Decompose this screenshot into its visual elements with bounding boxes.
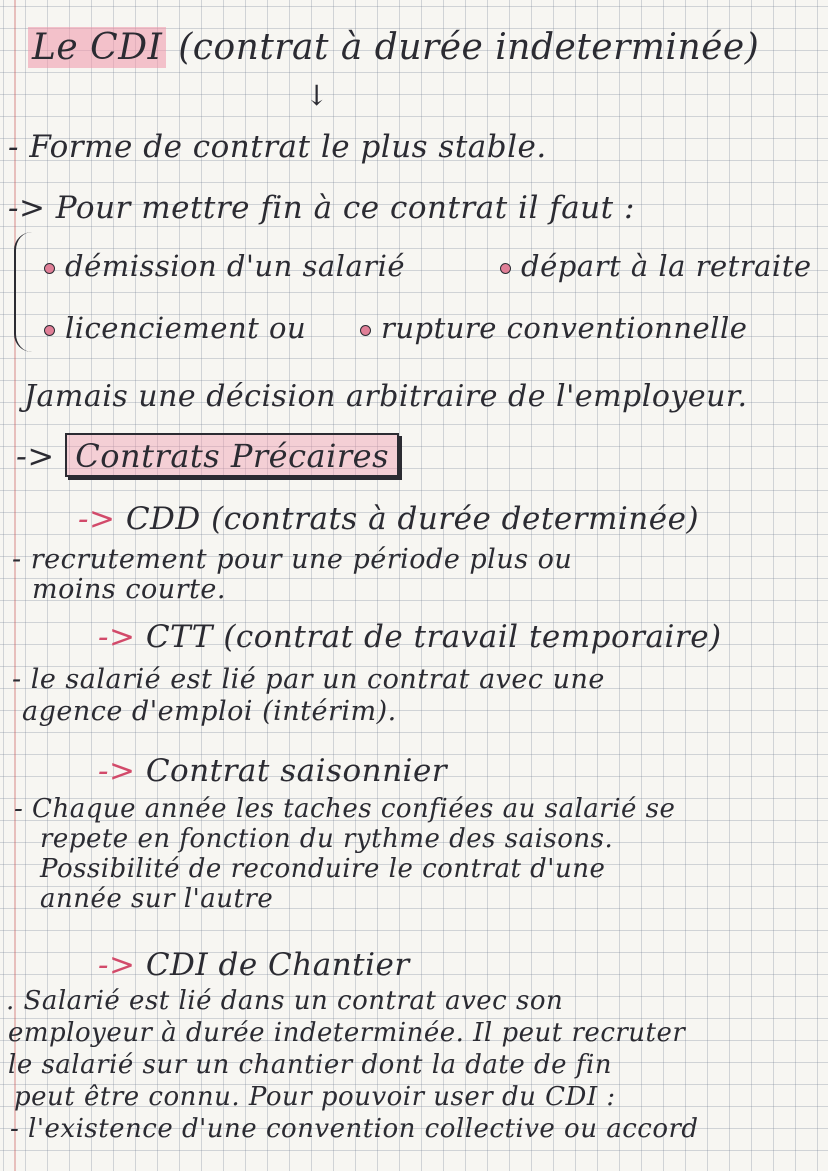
bullet-icon (360, 325, 371, 336)
title-cdi-label: Le CDI (28, 27, 166, 68)
bullet-icon (44, 325, 55, 336)
chantier-line: - l'existence d'une convention collective ou accord (10, 1114, 699, 1144)
chantier-line: . Salarié est lié dans un contrat avec son (6, 986, 564, 1016)
cdd-heading: -> CDD (contrats à durée determinée) (78, 501, 700, 537)
ctt-line: - le salarié est lié par un contrat avec une (12, 664, 605, 695)
page-title (28, 27, 760, 68)
arrow-icon: -> (16, 437, 55, 475)
reason-item: démission d'un salarié (44, 252, 405, 281)
saisonnier-line: repete en fonction du rythme des saisons. (40, 824, 614, 854)
reason-item: rupture conventionnelle (360, 314, 747, 343)
arrow-icon: -> (98, 619, 136, 655)
saisonnier-line: année sur l'autre (40, 884, 274, 914)
cdd-line: moins courte. (32, 574, 226, 605)
cdi-stable-text: - Forme de contrat le plus stable. (8, 129, 547, 165)
precaires-label: Contrats Précaires (65, 433, 399, 477)
cdi-end-intro: -> Pour mettre fin à ce contrat il faut : (8, 190, 635, 226)
cdd-line: - recrutement pour une période plus ou (12, 544, 573, 575)
reason-item: départ à la retraite (500, 252, 812, 281)
bullet-icon (44, 263, 55, 274)
ctt-heading: -> CTT (contrat de travail temporaire) (98, 619, 722, 655)
chantier-line: peut être connu. Pour pouvoir user du CDI : (14, 1082, 616, 1112)
saisonnier-line: Possibilité de reconduire le contrat d'une (40, 854, 606, 884)
down-arrow-icon: ↓ (305, 79, 329, 112)
chantier-heading: -> CDI de Chantier (98, 947, 410, 983)
chantier-line: le salarié sur un chantier dont la date de fin (8, 1050, 613, 1080)
ctt-line: agence d'emploi (intérim). (22, 696, 397, 727)
title-cdi-paren: (contrat à durée indeterminée) (178, 27, 760, 68)
saisonnier-line: - Chaque année les taches confiées au salarié se (14, 794, 676, 824)
arrow-icon: -> (78, 501, 116, 537)
precaires-heading (16, 437, 399, 475)
cdi-never-text: Jamais une décision arbitraire de l'employeur. (24, 379, 748, 414)
bullet-icon (500, 263, 511, 274)
reasons-bracket (14, 232, 34, 352)
arrow-icon: -> (98, 753, 136, 789)
saisonnier-heading: -> Contrat saisonnier (98, 753, 448, 789)
chantier-line: employeur à durée indeterminée. Il peut recruter (8, 1018, 686, 1048)
reason-item: licenciement ou (44, 314, 306, 343)
arrow-icon: -> (98, 947, 136, 983)
